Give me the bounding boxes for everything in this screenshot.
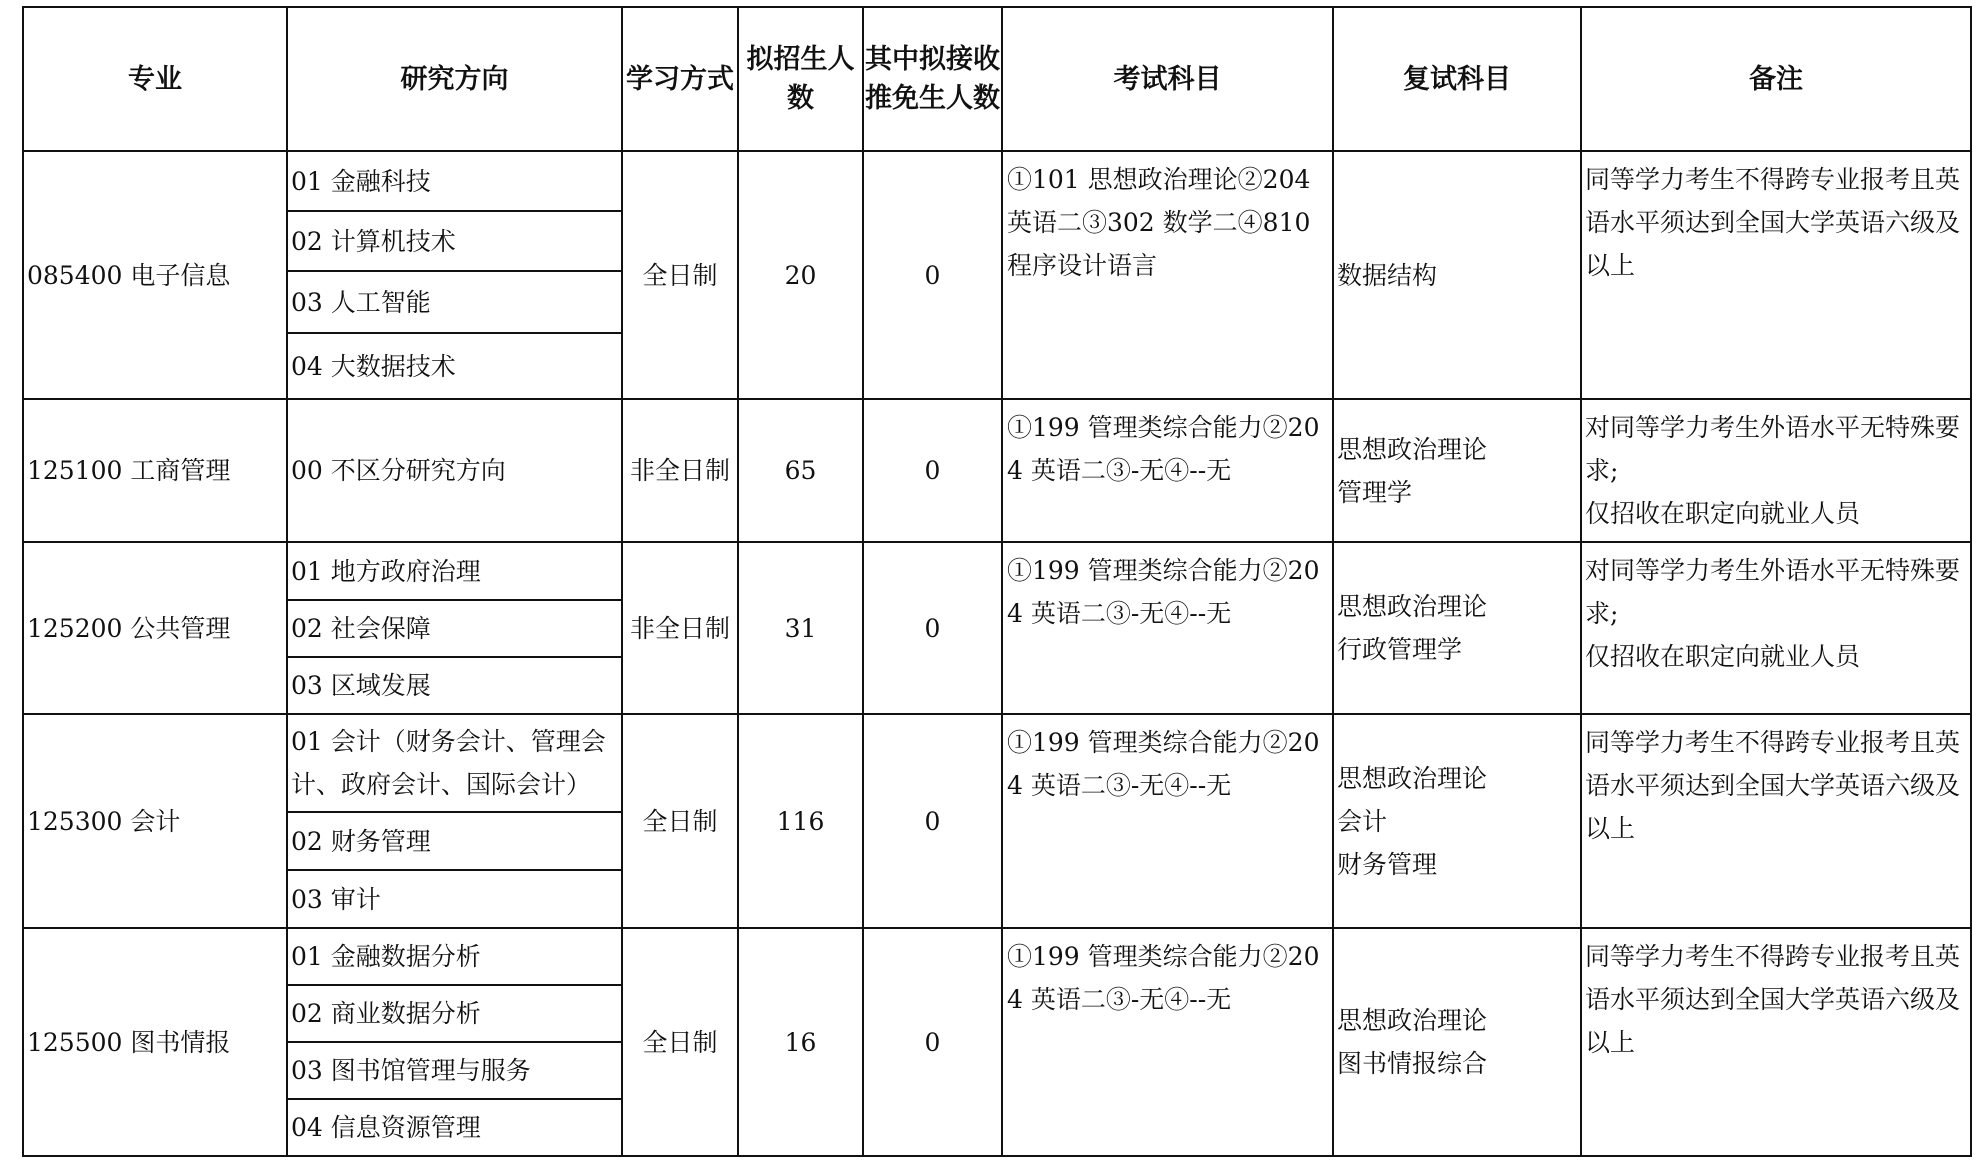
header-mode: 学习方式 [622, 7, 738, 151]
exam-cell: ①199 管理类综合能力②204 英语二③-无④--无 [1002, 928, 1333, 1156]
quota-cell: 16 [738, 928, 863, 1156]
retest-cell: 思想政治理论 会计 财务管理 [1333, 714, 1581, 928]
direction-cell: 03 区域发展 [287, 657, 622, 714]
major-cell: 085400 电子信息 [23, 151, 287, 399]
direction-cell: 04 信息资源管理 [287, 1099, 622, 1156]
mode-cell [622, 399, 738, 542]
direction-cell: 04 大数据技术 [287, 333, 622, 399]
quota-cell: 116 [738, 714, 863, 928]
direction-cell: 03 人工智能 [287, 271, 622, 333]
table-row [23, 151, 1971, 211]
mode-cell: 全日制 [622, 714, 738, 928]
direction-cell: 00 不区分研究方向 [287, 399, 622, 542]
major-cell: 125200 公共管理 [23, 542, 287, 714]
quota-cell: 31 [738, 542, 863, 714]
note-cell: 同等学力考生不得跨专业报考且英语水平须达到全国大学英语六级及以上 [1581, 928, 1971, 1156]
header-note: 备注 [1581, 7, 1971, 151]
major-cell: 125300 会计 [23, 714, 287, 928]
quota-cell: 20 [738, 151, 863, 399]
admissions-table [22, 6, 1972, 1157]
retest-cell: 思想政治理论 管理学 [1333, 399, 1581, 542]
exempt-cell: 0 [863, 399, 1002, 542]
exempt-cell: 0 [863, 542, 1002, 714]
mode-cell: 全日制 [622, 928, 738, 1156]
table-row [23, 714, 1971, 812]
direction-cell: 03 审计 [287, 870, 622, 928]
mode-text: 非全日制 [630, 456, 731, 485]
header-retest: 复试科目 [1333, 7, 1581, 151]
header-exempt: 其中拟接收推免生人数 [863, 7, 1002, 151]
header-exam: 考试科目 [1002, 7, 1333, 151]
direction-cell: 02 商业数据分析 [287, 985, 622, 1042]
mode-text: 非全日制 [630, 613, 731, 643]
major-cell: 125500 图书情报 [23, 928, 287, 1156]
exam-cell: ①101 思想政治理论②204 英语二③302 数学二④810 程序设计语言 [1002, 151, 1333, 399]
table-row [23, 928, 1971, 985]
document-page [22, 6, 1972, 1157]
note-cell: 同等学力考生不得跨专业报考且英语水平须达到全国大学英语六级及以上 [1581, 151, 1971, 399]
retest-cell: 思想政治理论 行政管理学 [1333, 542, 1581, 714]
exam-cell: ①199 管理类综合能力②204 英语二③-无④--无 [1002, 714, 1333, 928]
exam-cell: ①199 管理类综合能力②204 英语二③-无④--无 [1002, 542, 1333, 714]
note-cell: 对同等学力考生外语水平无特殊要求; 仅招收在职定向就业人员 [1581, 399, 1971, 542]
mode-cell [622, 542, 738, 714]
header-major: 专业 [23, 7, 287, 151]
header-row [23, 7, 1971, 151]
mode-cell: 全日制 [622, 151, 738, 399]
direction-cell: 03 图书馆管理与服务 [287, 1042, 622, 1099]
retest-cell: 数据结构 [1333, 151, 1581, 399]
header-quota: 拟招生人数 [738, 7, 863, 151]
direction-cell: 02 计算机技术 [287, 211, 622, 271]
exempt-cell: 0 [863, 928, 1002, 1156]
major-cell: 125100 工商管理 [23, 399, 287, 542]
note-cell: 对同等学力考生外语水平无特殊要求; 仅招收在职定向就业人员 [1581, 542, 1971, 714]
table-row [23, 399, 1971, 542]
direction-cell: 02 财务管理 [287, 812, 622, 870]
exam-cell: ①199 管理类综合能力②204 英语二③-无④--无 [1002, 399, 1333, 542]
header-direction: 研究方向 [287, 7, 622, 151]
direction-cell: 01 会计（财务会计、管理会计、政府会计、国际会计） [287, 714, 622, 812]
table-row [23, 542, 1971, 600]
direction-cell: 02 社会保障 [287, 600, 622, 657]
retest-cell: 思想政治理论 图书情报综合 [1333, 928, 1581, 1156]
exempt-cell: 0 [863, 714, 1002, 928]
direction-cell: 01 金融科技 [287, 151, 622, 211]
quota-cell: 65 [738, 399, 863, 542]
direction-cell: 01 金融数据分析 [287, 928, 622, 985]
direction-cell: 01 地方政府治理 [287, 542, 622, 600]
exempt-cell: 0 [863, 151, 1002, 399]
note-cell: 同等学力考生不得跨专业报考且英语水平须达到全国大学英语六级及以上 [1581, 714, 1971, 928]
